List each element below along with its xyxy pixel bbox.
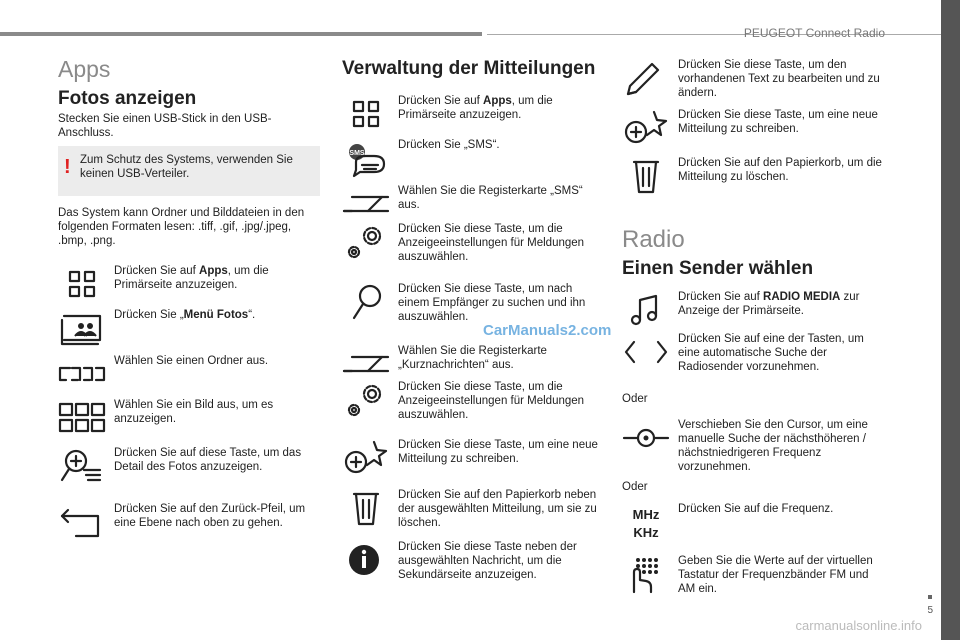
msg-row-text-2: Drücken Sie auf den Papierkorb, um die Mitteilung zu löschen. [678, 157, 882, 183]
oder-text-2: Oder [622, 481, 648, 493]
msg-row-text-0: Drücken Sie diese Taste, um den vorhandenen Text zu bearbeiten und zu ändern. [678, 59, 880, 99]
search-icon [342, 282, 390, 322]
back-arrow-icon [58, 502, 106, 542]
trash-icon [622, 156, 670, 196]
mhz-khz-icon [622, 502, 670, 542]
add-favorite-icon [342, 438, 390, 478]
sms-row-text-1: Drücken Sie „SMS“. [398, 139, 500, 151]
add-favorite-icon [622, 108, 670, 148]
heading-mitteilungen: Verwaltung der Mitteilungen [342, 58, 596, 79]
radio-row-text-2: Verschieben Sie den Cursor, um eine manuelle Suche der nächsthöheren / nächstniedrigeren Frequenz vorzunehmen. [678, 419, 868, 473]
page-header: PEUGEOT Connect Radio [743, 26, 885, 40]
khz-label: KHz [633, 525, 659, 540]
info-icon [342, 540, 390, 580]
section-radio: Radio [622, 226, 685, 253]
trash-icon [342, 488, 390, 528]
radio-row-text-4: Geben Sie die Werte auf der virtuellen Tastatur der Frequenzbänder FM und AM ein. [678, 555, 873, 595]
sms-row-text-3: Drücken Sie diese Taste, um die Anzeigeeinstellungen für Meldungen auszuwählen. [398, 223, 585, 263]
side-marker [928, 595, 932, 599]
tab-icon [342, 344, 390, 384]
section-apps: Apps [58, 56, 111, 82]
chevrons-icon [622, 332, 670, 372]
photo-gallery-icon [58, 308, 106, 348]
pencil-icon [622, 58, 670, 98]
mhz-label: MHz [632, 507, 660, 522]
keypad-icon [622, 554, 670, 594]
formats-text: Das System kann Ordner und Bilddateien in den folgenden Formaten lesen: .tiff, .gif, .jpg/.jpeg, .bmp, .png. [58, 207, 305, 247]
msg-row-text-1: Drücken Sie diese Taste, um eine neue Mitteilung zu schreiben. [678, 109, 878, 135]
warning-icon: ! [64, 156, 71, 178]
side-strip [941, 0, 960, 640]
tab-icon [342, 184, 390, 224]
watermark: CarManuals2.com [483, 322, 612, 339]
fotos-row-text-2: Wählen Sie einen Ordner aus. [114, 355, 269, 367]
sms-row-text-6: Drücken Sie diese Taste, um die Anzeigeeinstellungen für Meldungen auszuwählen. [398, 381, 585, 421]
fotos-row-text-5: Drücken Sie auf den Zurück-Pfeil, um eine Ebene nach oben zu gehen. [114, 503, 306, 529]
sms-icon [342, 138, 390, 178]
fotos-row-text-0: Drücken Sie auf Apps, um die Primärseite anzuzeigen. [114, 265, 269, 291]
fotos-row-text-3: Wählen Sie ein Bild aus, um es anzuzeigen. [114, 399, 274, 425]
sms-row-text-8: Drücken Sie auf den Papierkorb neben der ausgewählten Mitteilung, um sie zu löschen. [398, 489, 597, 529]
sms-row-text-9: Drücken Sie diese Taste neben der ausgewählten Nachricht, um die Sekundärseite anzuzeigen. [398, 541, 577, 581]
footer-source: carmanualsonline.info [795, 618, 922, 633]
radio-row-text-3: Drücken Sie auf die Frequenz. [678, 503, 834, 515]
slider-cursor-icon [622, 418, 670, 458]
settings-gears-icon [342, 222, 390, 262]
radio-row-text-0: Drücken Sie auf RADIO MEDIA zur Anzeige der Primärseite. [678, 291, 860, 317]
sms-row-text-0: Drücken Sie auf Apps, um die Primärseite anzuzeigen. [398, 95, 553, 121]
oder-text-1: Oder [622, 393, 648, 405]
sms-row-text-4: Drücken Sie diese Taste, um nach einem Empfänger zu suchen und ihn auszuwählen. [398, 283, 586, 323]
music-note-icon [622, 290, 670, 330]
intro-text: Stecken Sie einen USB-Stick in den USB-Anschluss. [58, 113, 272, 139]
top-rule [0, 32, 482, 36]
heading-fotos: Fotos anzeigen [58, 88, 197, 109]
heading-sender: Einen Sender wählen [622, 258, 814, 279]
page-number: 5 [927, 605, 933, 616]
warning-note [58, 146, 320, 196]
settings-gears-icon [342, 380, 390, 420]
warning-text: Zum Schutz des Systems, verwenden Sie keinen USB-Verteiler. [80, 154, 293, 180]
sms-row-text-7: Drücken Sie diese Taste, um eine neue Mitteilung zu schreiben. [398, 439, 598, 465]
fotos-row-text-4: Drücken Sie auf diese Taste, um das Detail des Fotos anzuzeigen. [114, 447, 302, 473]
folder-tabs-icon [58, 354, 106, 394]
svg-text:SMS: SMS [349, 150, 365, 157]
sms-row-text-2: Wählen Sie die Registerkarte „SMS“ aus. [398, 185, 583, 211]
detail-search-icon [58, 446, 106, 486]
image-grid-icon [58, 398, 106, 438]
radio-row-text-1: Drücken Sie auf eine der Tasten, um eine automatische Suche der Radiosender vorzunehmen. [678, 333, 864, 373]
apps-grid-icon [58, 264, 106, 304]
sms-row-text-5: Wählen Sie die Registerkarte „Kurznachrichten“ aus. [398, 345, 547, 371]
fotos-row-text-1: Drücken Sie „Menü Fotos“. [114, 309, 256, 321]
apps-grid-icon [342, 94, 390, 134]
